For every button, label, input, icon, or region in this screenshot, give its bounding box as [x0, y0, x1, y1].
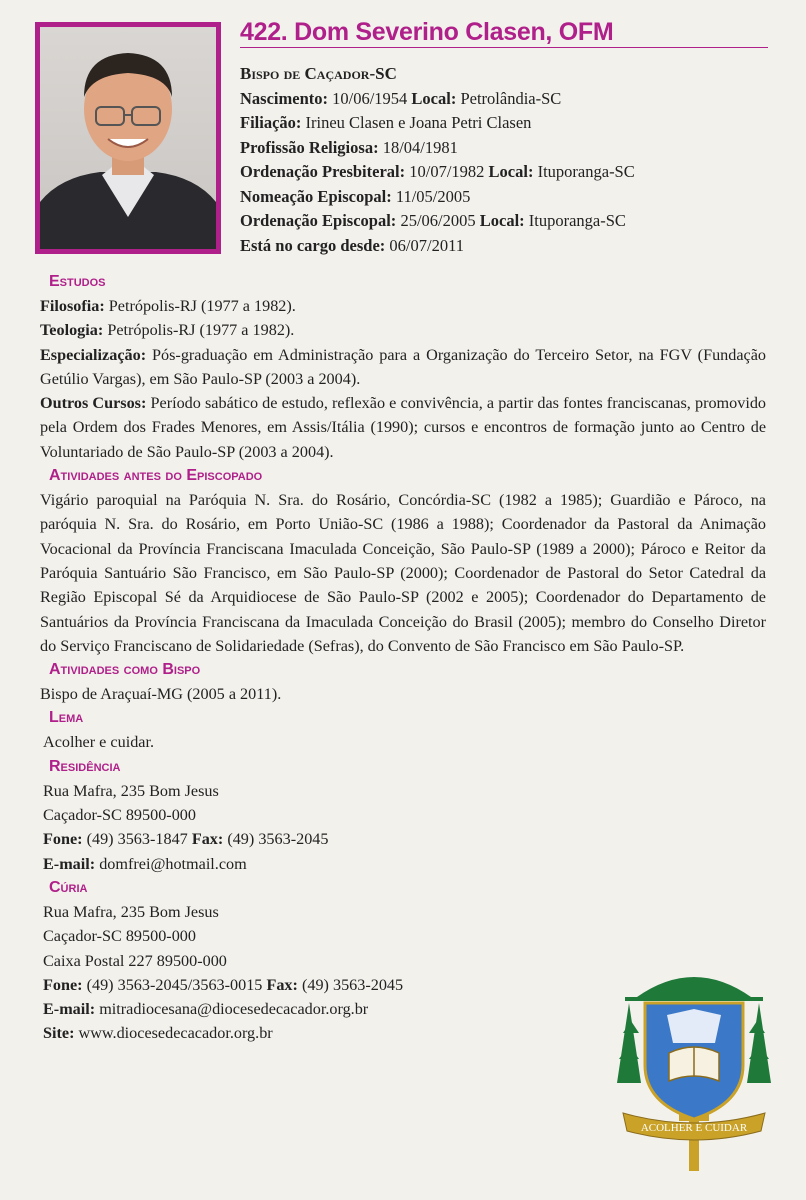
page-title: 422. Dom Severino Clasen, OFM [240, 18, 614, 46]
title-divider [240, 47, 768, 48]
info-row-nomeacao: Nomeação Episcopal: 11/05/2005 [240, 186, 471, 206]
curia-address-line: Rua Mafra, 235 Bom Jesus [43, 902, 219, 921]
section-heading-estudos: Estudos [49, 273, 106, 290]
section-heading-residencia: Residência [49, 757, 121, 775]
residencia-phone-line: Fone: (49) 3563-1847 Fax: (49) 3563-2045 [43, 830, 329, 849]
info-row-profissao: Profissão Religiosa: 18/04/1981 [240, 137, 458, 157]
info-row-ordenacao-presbiteral: Ordenação Presbiteral: 10/07/1982 Local: Ituporanga-SC [240, 162, 635, 181]
portrait-photo [40, 27, 216, 249]
bio-info [240, 62, 635, 258]
atividades-antes-text: Vigário paroquial na Paróquia N. Sra. do Rosário, Concórdia-SC (1982 a 1985); Guardião e Pároco, na paróquia N. Sra. do Rosário, em Porto União-SC (1986 a 1988); Coordenador da Pastoral da Animação Vocacional da Província Franciscana Imaculada Conceição, São Paulo-SP (1989 a 2000); Pároco e Reitor da Paróquia Santuário São Francisco, em São Paulo-SP (2000); Coordenador de Pastoral do Setor Catedral da Região Episcopal Sé da Arquidiocese de São Paulo-SP (2002 e 2005); Coordenador do Departamento de Santuários da Província Franciscana da Imaculada Conceição do Brasil (2005); membro do Conselho Diretor do Serviço Franciscano de Solidariedade (Sefras), do Convento de São Francisco em São Paulo-SP. [40, 491, 766, 655]
curia-site-link[interactable]: www.diocesedecacador.org.br [78, 1024, 273, 1043]
info-row-filiacao: Filiação: Irineu Clasen e Joana Petri Clasen [240, 113, 532, 132]
bishop-title: Bispo de Caçador-SC [240, 64, 397, 83]
curia-email-line: E-mail: mitradiocesana@diocesedecacador.org.br [43, 1000, 369, 1019]
section-heading-lema: Lema [49, 709, 84, 727]
lema-text: Acolher e cuidar. [43, 733, 155, 752]
atividades-bispo-text: Bispo de Araçuaí-MG (2005 a 2011). [40, 685, 282, 704]
info-row-nascimento: Nascimento: 10/06/1954 Local: Petrolândia-SC [240, 88, 562, 108]
curia-email-link[interactable]: mitradiocesana@diocesedecacador.org.br [99, 1000, 369, 1019]
info-row-ordenacao-episcopal: Ordenação Episcopal: 25/06/2005 Local: Ituporanga-SC [240, 211, 626, 230]
residencia-email-link[interactable]: domfrei@hotmail.com [99, 854, 247, 873]
section-heading-curia: Cúria [49, 878, 88, 896]
residencia-address-line: Rua Mafra, 235 Bom Jesus [43, 781, 219, 800]
estudos-filosofia: Filosofia: Petrópolis-RJ (1977 a 1982). [40, 297, 296, 315]
residencia-city-line: Caçador-SC 89500-000 [43, 806, 196, 825]
estudos-teologia: Teologia: Petrópolis-RJ (1977 a 1982). [40, 321, 295, 340]
estudos-outros-cursos: Outros Cursos: Período sabático de estudo, reflexão e convivência, a partir das fontes franciscanas, promovido pela Ordem dos Frades Menores, em Assis/Itália (1990); cursos e encontros de formação junto ao Centro de Voluntariado de São Paulo-SP (2003 a 2004). [40, 394, 767, 461]
residencia-email-line: E-mail: domfrei@hotmail.com [43, 854, 247, 873]
estudos-especializacao: Especialização: Pós-graduação em Administração para a Organização do Terceiro Setor, na FGV (Fundação Getúlio Vargas), em São Paulo-SP (2003 a 2004). [40, 345, 766, 388]
galero-hat-icon [637, 977, 751, 997]
section-heading-atividades-antes: Atividades antes do Episcopado [49, 467, 263, 485]
coat-motto: ACOLHER E CUIDAR [640, 1122, 748, 1134]
curia-site-line: Site: www.diocesedecacador.org.br [43, 1024, 273, 1043]
main-content [40, 270, 766, 1046]
portrait-frame [35, 22, 221, 254]
curia-phone-line: Fone: (49) 3563-2045/3563-0015 Fax: (49) 3563-2045 [43, 975, 404, 994]
coat-of-arms [615, 963, 773, 1175]
curia-postal-line: Caixa Postal 227 89500-000 [43, 951, 227, 970]
curia-city-line: Caçador-SC 89500-000 [43, 927, 196, 946]
section-heading-atividades-bispo: Atividades como Bispo [49, 661, 201, 679]
info-row-cargo: Está no cargo desde: 06/07/2011 [240, 235, 464, 255]
